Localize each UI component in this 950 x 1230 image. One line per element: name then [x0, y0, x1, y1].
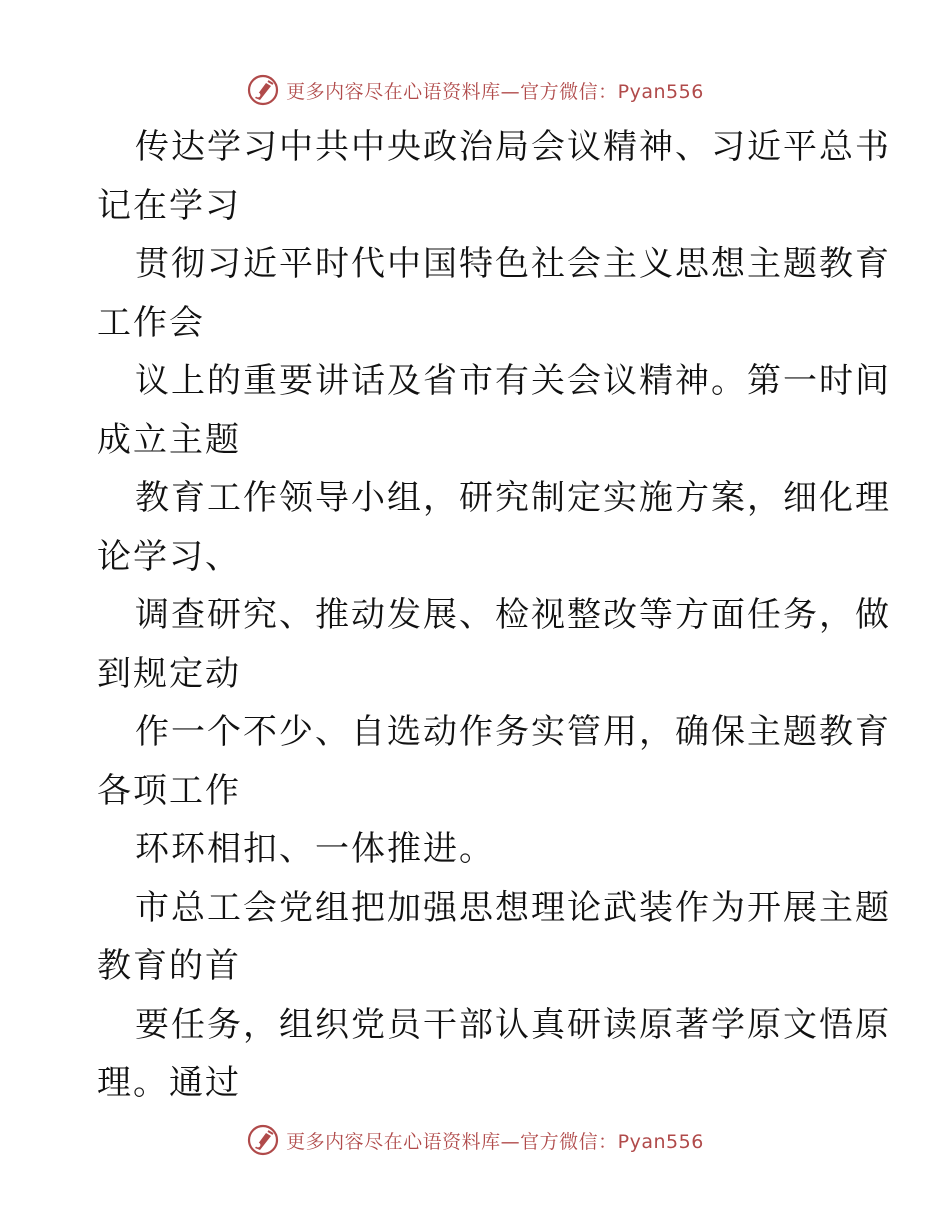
header-watermark	[0, 70, 950, 110]
paragraph-line: 工作会	[97, 302, 205, 343]
paragraph-line: 教育工作领导小组，研究制定实施方案，细化理	[135, 478, 891, 518]
paragraph	[97, 118, 891, 235]
paragraph-line: 理。通过	[97, 1063, 241, 1103]
paragraph	[97, 586, 891, 703]
paragraph-line: 议上的重要讲话及省市有关会议精神。第一时间	[135, 361, 891, 401]
paragraph	[97, 996, 891, 1113]
paragraph-line: 环环相扣、一体推进。	[135, 829, 495, 869]
paragraph-line: 作一个不少、自选动作务实管用，确保主题教育	[135, 712, 891, 752]
watermark-text: 更多内容尽在心语资料库—官方微信：Pyan556	[286, 1130, 704, 1153]
paragraph	[97, 879, 891, 996]
document-body	[97, 118, 891, 1113]
footer-watermark	[0, 1120, 950, 1160]
paragraph	[97, 352, 891, 469]
paragraph-line: 各项工作	[97, 770, 241, 811]
paragraph-line: 要任务，组织党员干部认真研读原著学原文悟原	[135, 1004, 891, 1045]
paragraph-line: 传达学习中共中央政治局会议精神、习近平总书	[135, 127, 891, 167]
pen-nib-logo-icon	[246, 73, 280, 107]
paragraph	[97, 469, 891, 586]
paragraph-line: 调查研究、推动发展、检视整改等方面任务，做	[135, 595, 891, 635]
paragraph	[97, 703, 891, 820]
paragraph-line: 到规定动	[97, 653, 241, 694]
paragraph-line: 成立主题	[97, 419, 241, 460]
pen-nib-logo-icon	[246, 1123, 280, 1157]
paragraph	[97, 235, 891, 352]
paragraph-line: 市总工会党组把加强思想理论武装作为开展主题	[135, 887, 891, 928]
paragraph-line: 贯彻习近平时代中国特色社会主义思想主题教育	[135, 244, 891, 284]
watermark-text: 更多内容尽在心语资料库—官方微信：Pyan556	[286, 80, 704, 103]
paragraph-line: 论学习、	[97, 536, 241, 577]
paragraph-line: 记在学习	[97, 185, 241, 226]
paragraph	[97, 820, 857, 879]
paragraph-line: 教育的首	[97, 946, 241, 986]
